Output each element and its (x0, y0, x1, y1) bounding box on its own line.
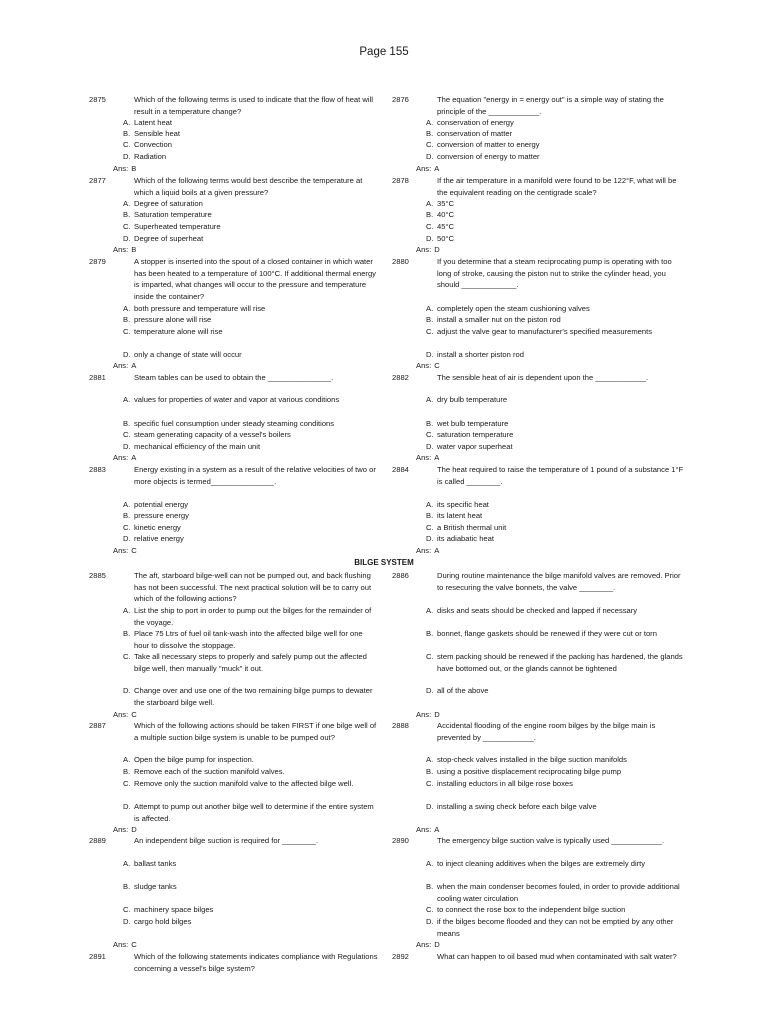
question-number: 2886 (392, 571, 409, 580)
option-letter: B. (426, 210, 434, 219)
option (426, 314, 696, 326)
option (426, 233, 696, 245)
question-stem: Accidental flooding of the engine room bilges by the bilge main is prevented by ____________. (437, 721, 656, 742)
question-stem: The sensible heat of air is dependent upon the ____________. (437, 373, 649, 382)
option-text: disks and seats should be checked and lapped if necessary (437, 606, 638, 615)
question-number: 2888 (392, 721, 409, 730)
option-letter: C. (426, 652, 434, 661)
option-text: install a smaller nut on the piston rod (437, 315, 561, 324)
option-text: potential energy (134, 500, 189, 509)
answer-line (113, 824, 137, 836)
option-letter: D. (123, 534, 131, 543)
option (123, 349, 393, 361)
option-letter: D. (426, 534, 434, 543)
option (426, 778, 696, 790)
answer-label: Ans: (113, 453, 129, 462)
option-letter: C. (123, 430, 131, 439)
answer-label: Ans: (113, 361, 129, 370)
option (426, 510, 696, 522)
answer-label: Ans: (416, 245, 432, 254)
answer-label: Ans: (416, 710, 432, 719)
option-letter: C. (123, 652, 131, 661)
option-text: Convection (134, 140, 172, 149)
option-letter: D. (123, 152, 131, 161)
answer-value: D (434, 710, 440, 719)
option-letter: D. (123, 686, 131, 695)
option (426, 916, 696, 939)
option (426, 685, 696, 697)
option-text: conservation of matter (437, 129, 513, 138)
option (426, 628, 696, 640)
option-text: Sensible heat (134, 129, 181, 138)
option (426, 522, 696, 534)
option (123, 139, 393, 151)
option-text: to inject cleaning additives when the bilges are extremely dirty (437, 859, 646, 868)
answer-label: Ans: (416, 825, 432, 834)
option-letter: C. (123, 222, 131, 231)
option-text: install a shorter piston rod (437, 350, 524, 359)
option (426, 117, 696, 129)
option (426, 139, 696, 151)
question-number: 2883 (89, 465, 106, 474)
answer-value: A (434, 546, 440, 555)
option-text: Remove only the suction manifold valve to the affected bilge well. (134, 779, 354, 788)
option-letter: B. (426, 419, 434, 428)
option (426, 429, 696, 441)
answer-line (113, 939, 137, 951)
option (123, 441, 393, 453)
question-stem: Which of the following terms would best describe the temperature at which a liquid boils at a given pressure? (134, 176, 363, 197)
option-letter: B. (426, 129, 434, 138)
option (426, 349, 696, 361)
option-letter: A. (123, 859, 131, 868)
question-stem: Which of the following statements indicates compliance with Regulations concerning a vessel's bilge system? (134, 952, 378, 973)
option-letter: A. (426, 500, 434, 509)
question-number: 2889 (89, 836, 106, 845)
option-text: kinetic energy (134, 523, 181, 532)
option (426, 858, 696, 870)
answer-label: Ans: (113, 825, 129, 834)
option-text: relative energy (134, 534, 184, 543)
option-text: steam generating capacity of a vessel's boilers (134, 430, 291, 439)
answer-line (416, 452, 439, 464)
question-number: 2891 (89, 952, 106, 961)
option-letter: B. (123, 767, 131, 776)
answer-label: Ans: (113, 710, 129, 719)
option-text: all of the above (437, 686, 489, 695)
option-text: Saturation temperature (134, 210, 212, 219)
answer-value: D (434, 940, 440, 949)
option-letter: C. (123, 523, 131, 532)
option-letter: A. (123, 304, 131, 313)
option-text: pressure energy (134, 511, 189, 520)
option-text: List the ship to port in order to pump out the bilges for the remainder of the voyage. (134, 606, 372, 627)
page-title: Page 155 (359, 46, 409, 58)
option-text: Attempt to pump out another bilge well to determine if the entire system is affected. (134, 802, 374, 823)
answer-line (416, 360, 440, 372)
option-letter: A. (426, 118, 434, 127)
option-text: Radiation (134, 152, 167, 161)
option-text: to connect the rose box to the independent bilge suction (437, 905, 626, 914)
option-letter: B. (426, 882, 434, 891)
option-letter: A. (426, 395, 434, 404)
answer-line (113, 360, 136, 372)
option (123, 605, 393, 628)
option (426, 651, 696, 674)
option-text: Remove each of the suction manifold valves. (134, 767, 285, 776)
answer-label: Ans: (416, 164, 432, 173)
answer-line (416, 244, 440, 256)
answer-value: B (131, 245, 137, 254)
question-number: 2882 (392, 373, 409, 382)
answer-label: Ans: (113, 164, 129, 173)
option-letter: B. (123, 511, 131, 520)
option-text: sludge tanks (134, 882, 177, 891)
option-text: installing eductors in all bilge rose boxes (437, 779, 573, 788)
option (123, 651, 393, 674)
question-number: 2892 (392, 952, 409, 961)
option (426, 441, 696, 453)
question-stem: The aft, starboard bilge-well can not be pumped out, and back flushing has not been successful. The next practical solution will be to carry out which of the following actions? (134, 571, 372, 604)
option (123, 801, 393, 824)
answer-label: Ans: (416, 940, 432, 949)
answer-value: A (131, 361, 137, 370)
answer-label: Ans: (113, 940, 129, 949)
option-text: Degree of saturation (134, 199, 203, 208)
question-stem: The heat required to raise the temperature of 1 pound of a substance 1°F is called ________. (437, 465, 684, 486)
option (123, 198, 393, 210)
option (426, 326, 696, 338)
question-number: 2879 (89, 257, 106, 266)
option-letter: A. (426, 304, 434, 313)
option-letter: C. (123, 327, 131, 336)
option-letter: B. (426, 315, 434, 324)
option-letter: C. (426, 779, 434, 788)
answer-line (113, 545, 137, 557)
option (123, 685, 393, 708)
answer-line (113, 244, 136, 256)
answer-value: C (131, 710, 137, 719)
option-text: specific fuel consumption under steady steaming conditions (134, 419, 335, 428)
question-stem: Energy existing in a system as a result of the relative velocities of two or more objects is termed_______________. (134, 465, 376, 486)
option (426, 198, 696, 210)
question-stem: If the air temperature in a manifold were found to be 122°F, what will be the equivalent reading on the centigrade scale? (437, 176, 677, 197)
option (426, 499, 696, 511)
option-text: if the bilges become flooded and they can not be emptied by any other means (437, 917, 674, 938)
option-text: temperature alone will rise (134, 327, 223, 336)
option-letter: A. (123, 606, 131, 615)
question-stem: If you determine that a steam reciprocating pump is operating with too long of stroke, causing the piston nut to strike the cylinder head, you should _____________. (437, 257, 672, 290)
option (426, 128, 696, 140)
answer-label: Ans: (416, 361, 432, 370)
option-letter: B. (426, 767, 434, 776)
option (426, 303, 696, 315)
option (123, 881, 393, 893)
option-text: saturation temperature (437, 430, 514, 439)
option-text: its latent heat (437, 511, 483, 520)
option-text: stem packing should be renewed if the packing has hardened, the glands have bottomed out, or the glands cannot be tightened (437, 652, 683, 673)
question-number: 2878 (392, 176, 409, 185)
option-text: conversion of energy to matter (437, 152, 540, 161)
answer-value: C (131, 940, 137, 949)
option-text: values for properties of water and vapor at various conditions (134, 395, 340, 404)
answer-value: A (434, 164, 440, 173)
option (123, 522, 393, 534)
option-letter: D. (123, 802, 131, 811)
option-letter: D. (123, 234, 131, 243)
option (123, 394, 393, 406)
option-text: pressure alone will rise (134, 315, 212, 324)
option-letter: B. (426, 629, 434, 638)
option-text: conservation of energy (437, 118, 514, 127)
answer-value: D (434, 245, 440, 254)
option-letter: D. (426, 350, 434, 359)
option (123, 209, 393, 221)
option-text: only a change of state will occur (134, 350, 242, 359)
option-text: Take all necessary steps to properly and safely pump out the affected bilge well, then manually "muck" it out. (134, 652, 367, 673)
option-letter: C. (426, 523, 434, 532)
option-letter: A. (426, 755, 434, 764)
option-text: 40°C (437, 210, 454, 219)
option-letter: D. (426, 917, 434, 926)
option-letter: A. (123, 755, 131, 764)
option-text: bonnet, flange gaskets should be renewed if they were cut or torn (437, 629, 657, 638)
option (426, 221, 696, 233)
option (123, 221, 393, 233)
question-stem: An independent bilge suction is required for ________. (134, 836, 319, 845)
answer-label: Ans: (113, 546, 129, 555)
option-text: Latent heat (134, 118, 173, 127)
answer-value: B (131, 164, 137, 173)
option-text: Place 75 Ltrs of fuel oil tank-wash into the affected bilge well for one hour to dissolve the stoppage. (134, 629, 363, 650)
question-number: 2884 (392, 465, 409, 474)
option (426, 533, 696, 545)
option (123, 754, 393, 766)
option (123, 510, 393, 522)
question-stem: During routine maintenance the bilge manifold valves are removed. Prior to resecuring the valve bonnets, the valve ________. (437, 571, 681, 592)
option (426, 418, 696, 430)
answer-value: A (131, 453, 137, 462)
option-text: stop-check valves installed in the bilge suction manifolds (437, 755, 627, 764)
option (123, 151, 393, 163)
option-letter: C. (426, 905, 434, 914)
option-text: a British thermal unit (437, 523, 507, 532)
option-text: adjust the valve gear to manufacturer's specified measurements (437, 327, 653, 336)
option-letter: C. (123, 140, 131, 149)
question-number: 2875 (89, 95, 106, 104)
option (426, 801, 696, 813)
answer-value: A (434, 825, 440, 834)
question-stem: The emergency bilge suction valve is typically used ____________. (437, 836, 665, 845)
option-letter: A. (123, 500, 131, 509)
answer-value: C (131, 546, 137, 555)
option-text: when the main condenser becomes fouled, in order to provide additional cooling water circulation (437, 882, 680, 903)
option (426, 151, 696, 163)
question-number: 2880 (392, 257, 409, 266)
option (123, 778, 393, 790)
question-stem: A stopper is inserted into the spout of a closed container in which water has been heated to a temperature of 100°C. If additional thermal energy is imparted, what changes will occur to the pressure and temperature inside the container? (134, 257, 376, 301)
option (123, 499, 393, 511)
answer-line (416, 163, 439, 175)
option (426, 881, 696, 904)
option-text: its specific heat (437, 500, 489, 509)
option (123, 326, 393, 338)
option-text: 45°C (437, 222, 454, 231)
option-letter: A. (123, 118, 131, 127)
section-title: BILGE SYSTEM (354, 558, 414, 567)
option-text: 50°C (437, 234, 454, 243)
option (426, 394, 696, 406)
answer-value: A (434, 453, 440, 462)
option-letter: D. (426, 442, 434, 451)
question-number: 2890 (392, 836, 409, 845)
option-letter: B. (123, 629, 131, 638)
answer-line (113, 709, 137, 721)
answer-label: Ans: (416, 453, 432, 462)
option-text: both pressure and temperature will rise (134, 304, 266, 313)
option-text: Degree of superheat (134, 234, 204, 243)
option-letter: B. (123, 882, 131, 891)
option-text: wet bulb temperature (437, 419, 509, 428)
question-stem: Which of the following terms is used to indicate that the flow of heat will result in a temperature change? (134, 95, 373, 116)
option-letter: D. (426, 686, 434, 695)
question-stem: Steam tables can be used to obtain the _______________. (134, 373, 334, 382)
answer-line (113, 452, 136, 464)
option-letter: A. (123, 199, 131, 208)
option (123, 117, 393, 129)
answer-value: C (434, 361, 440, 370)
answer-line (416, 545, 439, 557)
option (123, 904, 393, 916)
option-letter: D. (123, 350, 131, 359)
option-text: Superheated temperature (134, 222, 221, 231)
option (123, 766, 393, 778)
question-stem: Which of the following actions should be taken FIRST if one bilge well of a multiple suction bilge system is unable to be pumped out? (134, 721, 377, 742)
option-text: installing a swing check before each bilge valve (437, 802, 597, 811)
option-text: completely open the steam cushioning valves (437, 304, 590, 313)
question-stem: The equation "energy in = energy out" is a simple way of stating the principle of the ____________. (437, 95, 664, 116)
answer-line (113, 163, 136, 175)
option-letter: D. (426, 802, 434, 811)
question-number: 2887 (89, 721, 106, 730)
option-text: conversion of matter to energy (437, 140, 540, 149)
option (426, 605, 696, 617)
option (426, 209, 696, 221)
option-letter: A. (426, 859, 434, 868)
option (123, 429, 393, 441)
option-text: cargo hold bilges (134, 917, 192, 926)
option-letter: C. (123, 905, 131, 914)
option-text: 35°C (437, 199, 454, 208)
option (123, 314, 393, 326)
option-letter: B. (123, 419, 131, 428)
option (426, 904, 696, 916)
question-number: 2885 (89, 571, 106, 580)
option-letter: B. (123, 129, 131, 138)
option-text: its adiabatic heat (437, 534, 494, 543)
answer-value: D (131, 825, 137, 834)
option-letter: A. (123, 395, 131, 404)
option-letter: D. (123, 442, 131, 451)
option (123, 303, 393, 315)
option-letter: D. (123, 917, 131, 926)
answer-line (416, 824, 439, 836)
option (123, 128, 393, 140)
question-stem: What can happen to oil based mud when contaminated with salt water? (437, 952, 677, 961)
option-text: mechanical efficiency of the main unit (134, 442, 261, 451)
option (426, 754, 696, 766)
option-letter: C. (426, 222, 434, 231)
option-letter: B. (123, 210, 131, 219)
option-letter: D. (426, 234, 434, 243)
option (426, 766, 696, 778)
option-text: dry bulb temperature (437, 395, 508, 404)
option-letter: C. (426, 327, 434, 336)
option-letter: D. (426, 152, 434, 161)
option-letter: A. (426, 606, 434, 615)
question-number: 2876 (392, 95, 409, 104)
option-text: machinery space bilges (134, 905, 214, 914)
option (123, 418, 393, 430)
option-letter: C. (426, 430, 434, 439)
option-letter: B. (123, 315, 131, 324)
option (123, 858, 393, 870)
answer-line (416, 709, 440, 721)
answer-line (416, 939, 440, 951)
answer-label: Ans: (416, 546, 432, 555)
question-number: 2877 (89, 176, 106, 185)
option-letter: C. (123, 779, 131, 788)
option-letter: B. (426, 511, 434, 520)
option-text: water vapor superheat (437, 442, 513, 451)
option (123, 628, 393, 651)
question-number: 2881 (89, 373, 106, 382)
answer-label: Ans: (113, 245, 129, 254)
option-letter: A. (426, 199, 434, 208)
option (123, 916, 393, 928)
option-text: using a positive displacement reciprocating bilge pump (437, 767, 622, 776)
option (123, 533, 393, 545)
option (123, 233, 393, 245)
option-letter: C. (426, 140, 434, 149)
option-text: Change over and use one of the two remaining bilge pumps to dewater the starboard bilge well. (134, 686, 373, 707)
option-text: Open the bilge pump for inspection. (134, 755, 254, 764)
option-text: ballast tanks (134, 859, 177, 868)
